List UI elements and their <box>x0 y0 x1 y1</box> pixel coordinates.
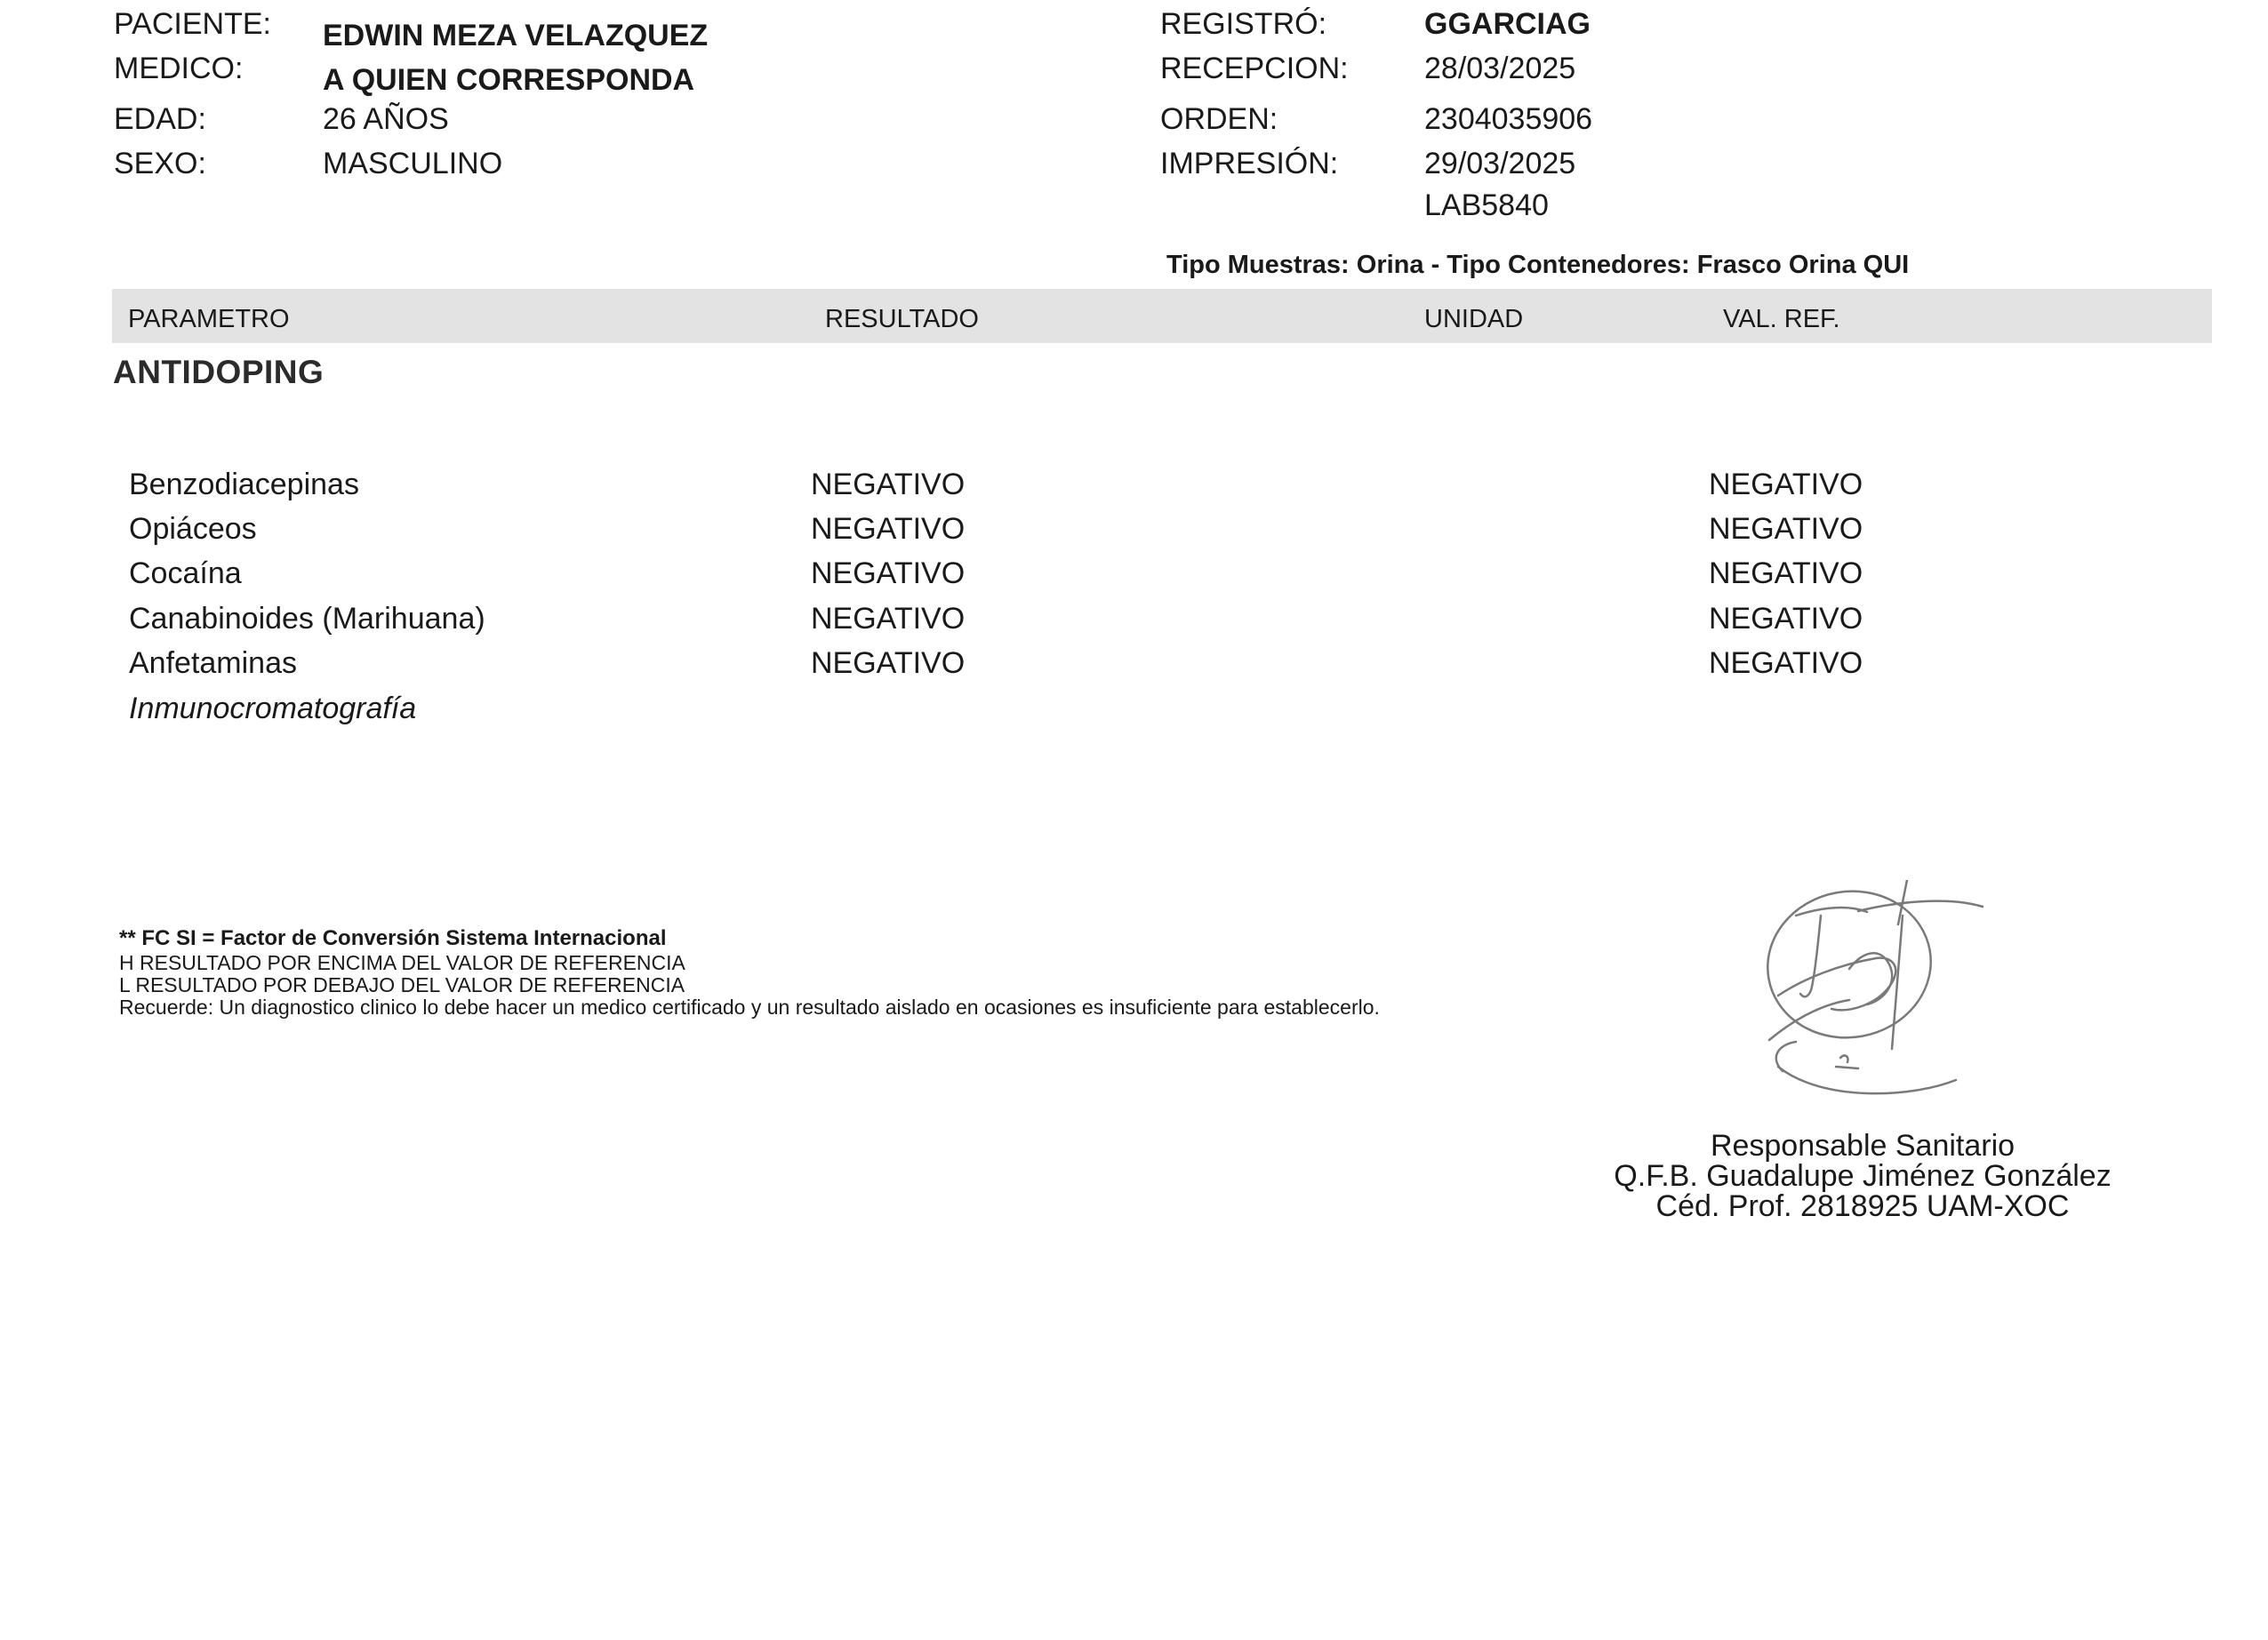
registered-by-value: GGARCIAG <box>1424 7 1591 41</box>
patient-name: EDWIN MEZA VELAZQUEZ <box>323 19 709 52</box>
order-label: ORDEN: <box>1160 102 1278 136</box>
result-value: NEGATIVO <box>811 556 966 590</box>
fc-si-note: ** FC SI = Factor de Conversión Sistema Internacional <box>119 926 667 950</box>
result-value: NEGATIVO <box>811 512 966 546</box>
sample-info: Tipo Muestras: Orina - Tipo Contenedores: Frasco Orina QUI <box>1166 251 1910 279</box>
age-label: EDAD: <box>114 102 206 136</box>
patient-label: PACIENTE: <box>114 7 271 41</box>
sex-value: MASCULINO <box>323 147 503 180</box>
low-result-note: L RESULTADO POR DEBAJO DEL VALOR DE REFERENCIA <box>119 973 685 996</box>
parameter-name: Cocaína <box>129 556 242 590</box>
column-parametro: PARAMETRO <box>128 305 290 333</box>
doctor-label: MEDICO: <box>114 52 244 85</box>
high-result-note: H RESULTADO POR ENCIMA DEL VALOR DE REFERENCIA <box>119 951 685 974</box>
registered-by-label: REGISTRÓ: <box>1160 7 1327 41</box>
result-value: NEGATIVO <box>811 646 966 680</box>
diagnosis-reminder: Recuerde: Un diagnostico clinico lo debe hacer un medico certificado y un resultado aislado en ocasiones es insuficiente para establecerlo. <box>119 996 1380 1019</box>
signature-image <box>1716 880 2009 1111</box>
parameter-name: Canabinoides (Marihuana) <box>129 602 485 636</box>
reference-value: NEGATIVO <box>1709 602 1863 636</box>
print-label: IMPRESIÓN: <box>1160 147 1339 180</box>
method-note: Inmunocromatografía <box>129 692 417 725</box>
doctor-name: A QUIEN CORRESPONDA <box>323 63 695 97</box>
reception-label: RECEPCION: <box>1160 52 1349 85</box>
table-header <box>112 289 2212 343</box>
age-value: 26 AÑOS <box>323 102 449 136</box>
responsible-license: Céd. Prof. 2818925 UAM-XOC <box>1655 1189 2070 1223</box>
responsible-name: Q.F.B. Guadalupe Jiménez González <box>1614 1159 2112 1193</box>
responsible-title: Responsable Sanitario <box>1710 1129 2016 1163</box>
result-value: NEGATIVO <box>811 602 966 636</box>
reception-date: 28/03/2025 <box>1424 52 1576 85</box>
lab-code: LAB5840 <box>1424 188 1549 222</box>
parameter-name: Benzodiacepinas <box>129 468 359 501</box>
reference-value: NEGATIVO <box>1709 468 1863 501</box>
column-val-ref: VAL. REF. <box>1723 305 1840 333</box>
sex-label: SEXO: <box>114 147 206 180</box>
reference-value: NEGATIVO <box>1709 556 1863 590</box>
parameter-name: Anfetaminas <box>129 646 297 680</box>
order-number: 2304035906 <box>1424 102 1593 136</box>
column-resultado: RESULTADO <box>825 305 979 333</box>
parameter-name: Opiáceos <box>129 512 257 546</box>
section-title: ANTIDOPING <box>113 354 325 390</box>
print-date: 29/03/2025 <box>1424 147 1576 180</box>
reference-value: NEGATIVO <box>1709 646 1863 680</box>
result-value: NEGATIVO <box>811 468 966 501</box>
column-unidad: UNIDAD <box>1424 305 1524 333</box>
reference-value: NEGATIVO <box>1709 512 1863 546</box>
